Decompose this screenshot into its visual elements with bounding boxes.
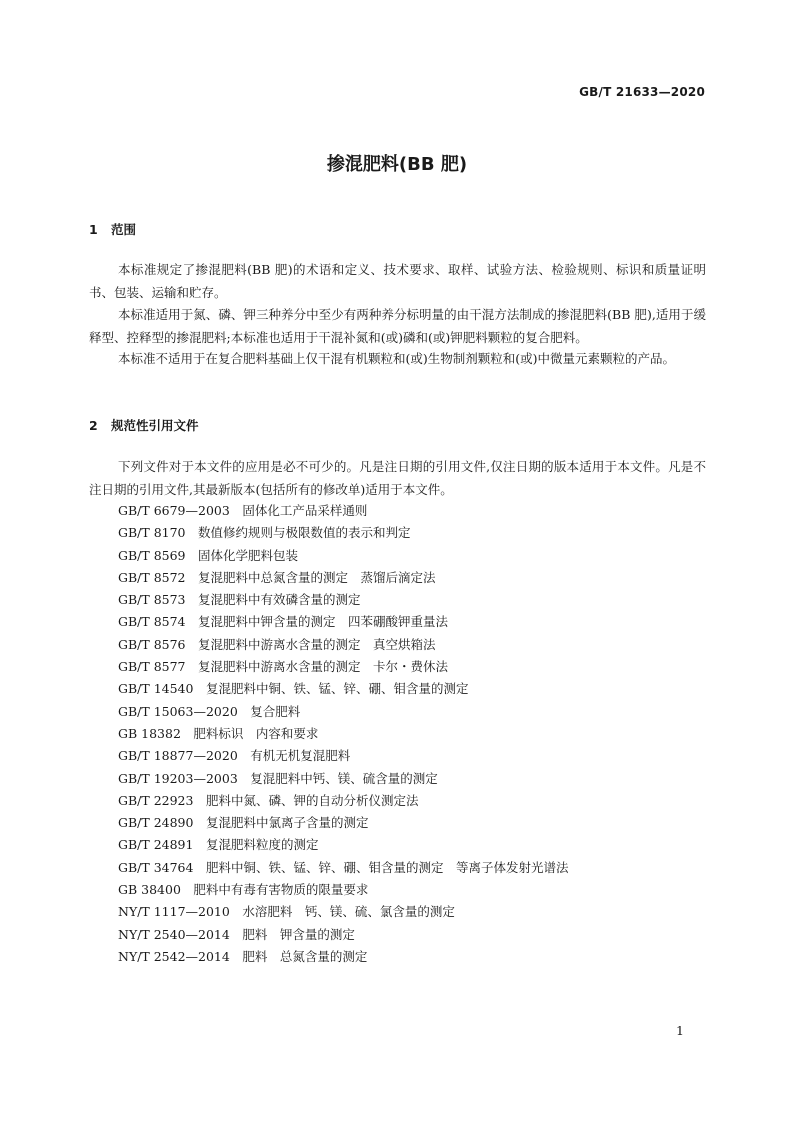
scope-paragraph-2: 本标准适用于氮、磷、钾三种养分中至少有两种养分标明量的由干混方法制成的掺混肥料(BB 肥),适用于缓释型、控释型的掺混肥料;本标准也适用于干混补氮和(或)磷和(或)钾肥料颗粒的复合肥料。	[89, 307, 706, 345]
section-title: 规范性引用文件	[111, 418, 199, 433]
list-item: GB/T 24890 复混肥料中氯离子含量的测定	[118, 815, 369, 831]
list-item: GB/T 14540 复混肥料中铜、铁、锰、锌、硼、钼含量的测定	[118, 681, 469, 697]
list-item: GB/T 8569 固体化学肥料包装	[118, 547, 299, 563]
list-item: GB/T 15063—2020 复合肥料	[118, 703, 301, 719]
list-item: NY/T 1117—2010 水溶肥料 钙、镁、硫、氯含量的测定	[118, 904, 455, 920]
list-item: GB/T 8576 复混肥料中游离水含量的测定 真空烘箱法	[118, 636, 436, 652]
list-item: GB/T 8572 复混肥料中总氮含量的测定 蒸馏后滴定法	[118, 569, 436, 585]
section-2-heading	[89, 416, 199, 434]
standard-code: GB/T 21633—2020	[579, 85, 705, 99]
references-intro: 下列文件对于本文件的应用是必不可少的。凡是注日期的引用文件,仅注日期的版本适用于本文件。凡是不注日期的引用文件,其最新版本(包括所有的修改单)适用于本文件。	[89, 459, 706, 497]
list-item: GB/T 8170 数值修约规则与极限数值的表示和判定	[118, 525, 411, 541]
section-1-heading	[89, 220, 136, 238]
reference-list	[118, 500, 568, 968]
list-item: GB 18382 肥料标识 内容和要求	[118, 725, 319, 741]
list-item: GB/T 8577 复混肥料中游离水含量的测定 卡尔・费休法	[118, 659, 449, 675]
scope-paragraph-1: 本标准规定了掺混肥料(BB 肥)的术语和定义、技术要求、取样、试验方法、检验规则、标识和质量证明书、包装、运输和贮存。	[89, 262, 706, 300]
list-item: GB/T 22923 肥料中氮、磷、钾的自动分析仪测定法	[118, 792, 419, 808]
list-item: GB/T 24891 复混肥料粒度的测定	[118, 837, 319, 853]
document-title: 掺混肥料(BB 肥)	[326, 154, 468, 175]
section-title: 范围	[111, 222, 137, 237]
list-item: NY/T 2542—2014 肥料 总氮含量的测定	[118, 948, 368, 964]
section-number: 2	[89, 418, 98, 433]
page-number: 1	[676, 1023, 684, 1038]
list-item: GB/T 8573 复混肥料中有效磷含量的测定	[118, 592, 361, 608]
scope-paragraph-3: 本标准不适用于在复合肥料基础上仅干混有机颗粒和(或)生物制剂颗粒和(或)中微量元素颗粒的产品。	[118, 351, 676, 366]
section-number: 1	[89, 222, 98, 237]
list-item: GB 38400 肥料中有毒有害物质的限量要求	[118, 882, 369, 898]
list-item: GB/T 8574 复混肥料中钾含量的测定 四苯硼酸钾重量法	[118, 614, 449, 630]
list-item: GB/T 6679—2003 固体化工产品采样通则	[118, 503, 368, 518]
list-item: GB/T 19203—2003 复混肥料中钙、镁、硫含量的测定	[118, 770, 438, 786]
list-item: NY/T 2540—2014 肥料 钾含量的测定	[118, 926, 355, 942]
list-item: GB/T 34764 肥料中铜、铁、锰、锌、硼、钼含量的测定 等离子体发射光谱法	[118, 859, 569, 875]
list-item: GB/T 18877—2020 有机无机复混肥料	[118, 748, 351, 764]
